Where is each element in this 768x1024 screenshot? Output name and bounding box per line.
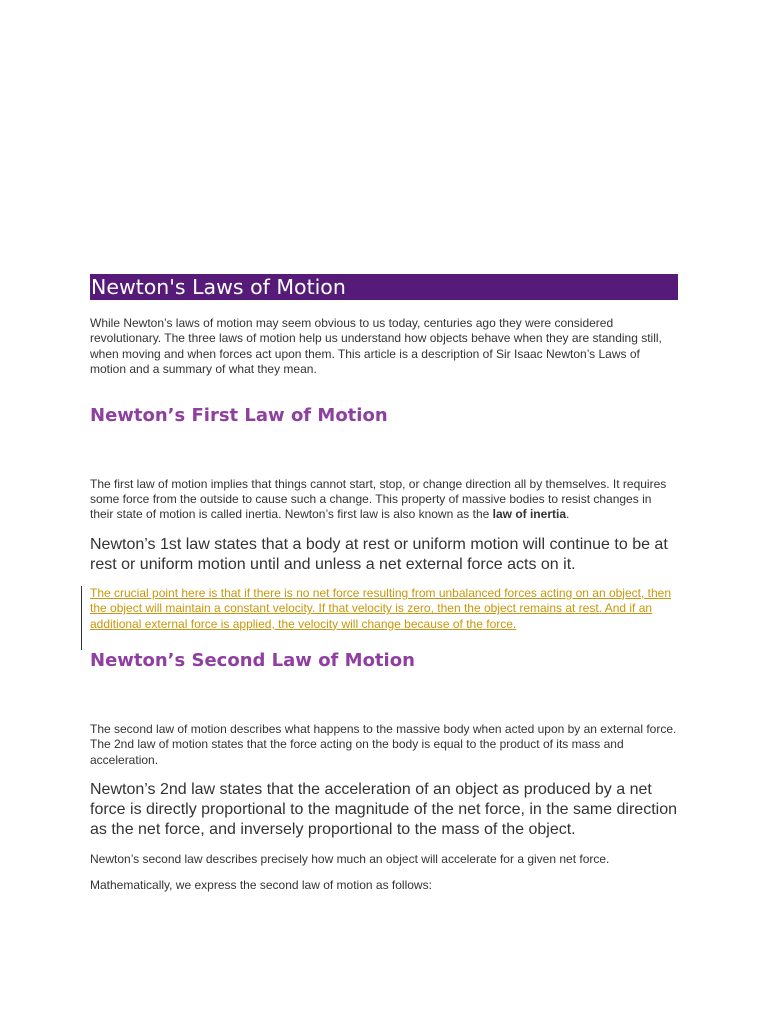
intro-paragraph: While Newton’s laws of motion may seem obvious to us today, centuries ago they were considered revolutionary. The three laws of motion help us understand how objects behave when they are standing still, when moving and when forces act upon them. This article is a description of Sir Isaac Newton’s Laws of motion and a summary of what they mean.	[90, 316, 662, 377]
second-law-statement: Newton’s 2nd law states that the acceleration of an object as produced by a net force is directly proportional to the magnitude of the net force, in the same direction as the net force, and inversely proportional to the mass of the object.	[90, 781, 677, 839]
second-law-paragraph: The second law of motion describes what happens to the massive body when acted upon by an external force. The 2nd law of motion states that the force acting on the body is equal to the product of its mass and acceleration.	[90, 722, 677, 767]
first-law-paragraph-end: .	[566, 507, 570, 522]
first-law-heading: Newton’s First Law of Motion	[90, 404, 388, 426]
second-law-heading: Newton’s Second Law of Motion	[90, 650, 415, 672]
first-law-paragraph-text: The first law of motion implies that things cannot start, stop, or change direction all by themselves. It requires some force from the outside to cause such a change. This property of massive bodies to resist changes in their state of motion is called inertia. Newton’s first law is also known as the	[90, 476, 667, 522]
page-title: Newton's Laws of Motion	[90, 274, 678, 300]
highlight-link[interactable]: The crucial point here is that if there is no net force resulting from unbalanced forces acting on an object, then the object will maintain a constant velocity. If that velocity is zero, then the object remains at rest. And if an additional external force is applied, the velocity will change because of the force.	[90, 585, 671, 631]
second-law-note: Newton’s second law describes precisely how much an object will accelerate for a given net force.	[90, 852, 610, 867]
first-law-statement: Newton’s 1st law states that a body at rest or uniform motion will continue to be at rest or uniform motion until and unless a net external force acts on it.	[90, 535, 668, 573]
math-intro: Mathematically, we express the second law of motion as follows:	[90, 877, 432, 892]
highlight-block	[90, 586, 678, 632]
quote-bar	[81, 586, 82, 650]
first-law-paragraph	[90, 477, 678, 523]
document-page	[90, 274, 678, 893]
law-of-inertia-term: law of inertia	[492, 507, 566, 522]
